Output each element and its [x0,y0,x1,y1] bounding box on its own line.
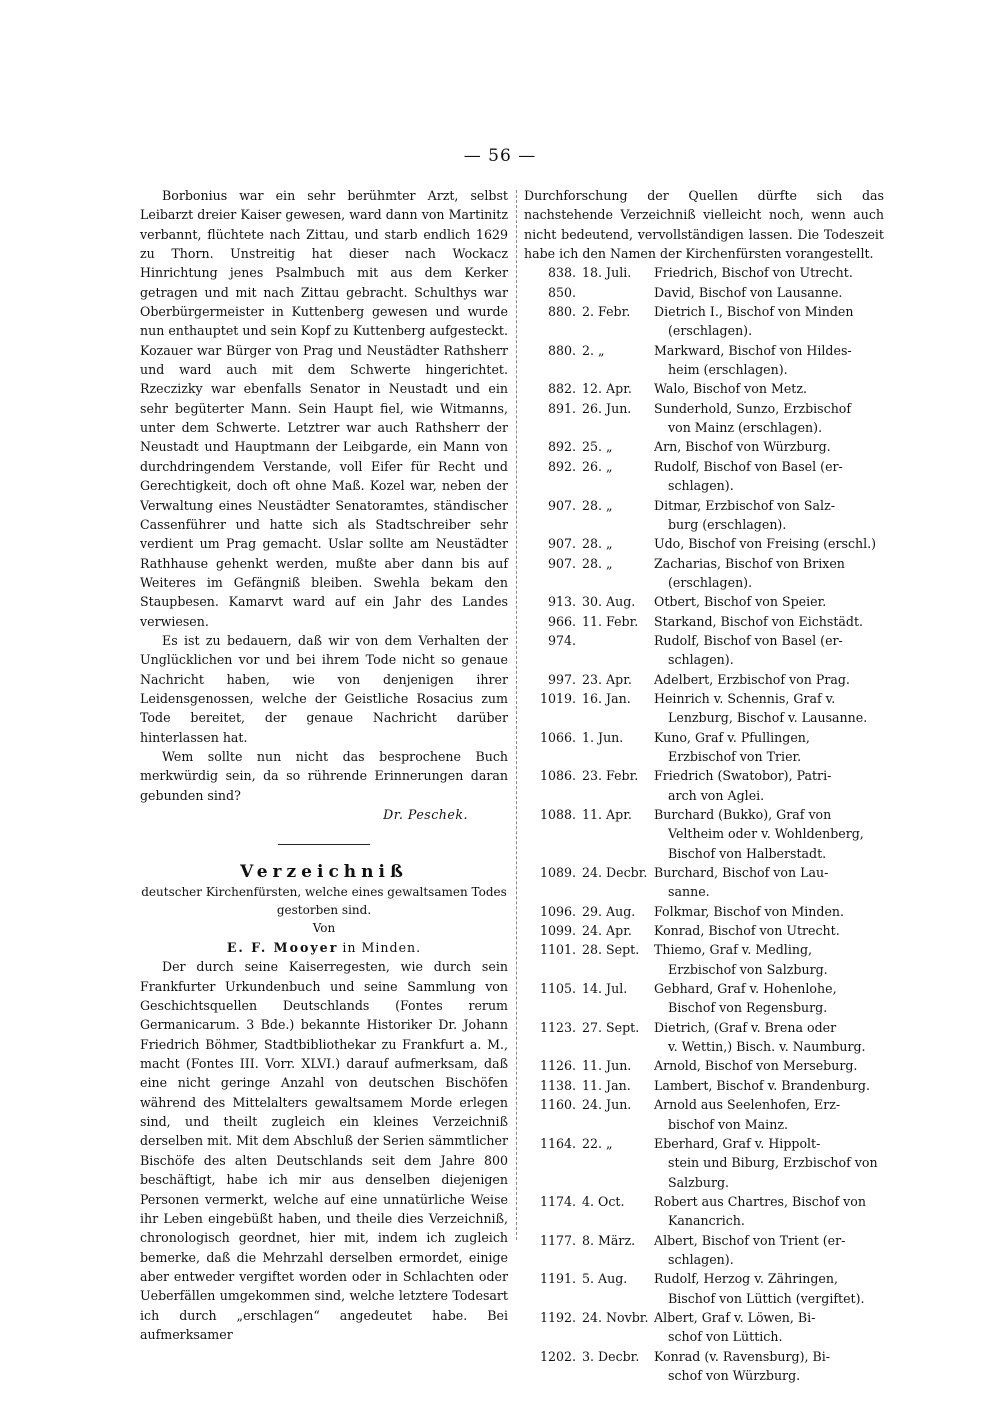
list-item [524,496,884,535]
entry-year: 1099. [539,923,576,939]
list-item [524,1231,884,1270]
entry-line: Albert, Graf v. Löwen, Bi- [654,1309,816,1325]
entry-year: 1088. [539,807,576,822]
entry-date: 11. Jan. [582,1077,631,1093]
entry-year: 974. [547,632,576,648]
entry-text [652,940,884,979]
entry-year: 1192. [539,1309,576,1325]
list-item [524,341,884,380]
entry-date: 26. „ [582,458,613,474]
entry-continuation: sanne. [668,884,710,900]
entry-line: Lambert, Bischof v. Brandenburg. [654,1077,870,1093]
entry-line: Sunderhold, Sunzo, Erzbischof [654,400,852,416]
entry-text [652,437,884,456]
entry-text [652,766,884,805]
entry-line: Friedrich (Swatobor), Patri- [654,768,832,784]
entry-date: 24. Apr. [582,923,632,939]
entry-line: Kuno, Graf v. Pfullingen, [654,729,810,745]
entry-line: Folkmar, Bischof von Minden. [654,903,845,919]
entry-date: 8. März. [582,1232,636,1248]
list-item [524,1192,884,1231]
entry-line: Friedrich, Bischof von Utrecht. [654,265,853,281]
entry-year: 1164. [539,1135,576,1151]
entry-date: 14. Jul. [582,981,628,997]
right-column [524,186,884,1385]
entry-year: 1126. [539,1058,576,1074]
entry-text [652,554,884,593]
entry-text [652,689,884,728]
left-column [140,186,508,1344]
entry-date: 11. Jun. [582,1058,632,1074]
entry-line: Walo, Bischof von Metz. [654,381,807,397]
entry-continuation: Erzbischof von Trier. [668,748,802,764]
entry-date: 28. „ [582,536,613,552]
entry-continuation: schlagen). [668,478,734,494]
list-item [524,592,884,611]
entry-date: 2. „ [582,342,605,358]
entry-continuation: Lenzburg, Bischof v. Lausanne. [668,710,868,726]
entry-text [652,979,884,1018]
section-title: Verzeichniß [240,862,408,883]
entry-year: 882. [547,381,576,397]
entry-text [652,805,884,863]
entry-date: 28. „ [582,555,613,571]
entry-year: 1089. [539,865,576,881]
entry-year: 1105. [539,981,576,997]
entry-continuation: Bischof von Regensburg. [668,1000,828,1016]
entry-continuation: stein und Biburg, Erzbischof von Salzburg. [668,1155,878,1190]
entry-year: 1177. [539,1232,576,1248]
entry-date: 29. Aug. [582,903,636,919]
entry-continuation: Kanancrich. [668,1213,745,1229]
list-item [524,979,884,1018]
list-item [524,1347,884,1386]
entry-text [652,1018,884,1057]
entry-text [652,1231,884,1270]
entry-continuation: Erzbischof von Salzburg. [668,961,828,977]
list-item [524,631,884,670]
entry-line: Adelbert, Erzbischof von Prag. [654,671,850,687]
list-item [524,863,884,902]
entry-year: 1174. [539,1193,576,1209]
entry-date: 24. Jun. [582,1097,632,1113]
entry-date: 22. „ [582,1135,613,1151]
entry-date: 24. Novbr. [582,1309,649,1325]
entry-line: Ditmar, Erzbischof von Salz- [654,497,835,513]
entry-date: 12. Apr. [582,381,632,397]
entry-line: Eberhard, Graf v. Hippolt- [654,1135,821,1151]
entry-date: 5. Aug. [582,1271,628,1287]
entry-date: 27. Sept. [582,1019,640,1035]
entry-line: Arn, Bischof von Würzburg. [654,439,831,455]
list-item [524,399,884,438]
entry-year: 850. [547,284,576,300]
signature: Dr. Peschek. [383,807,468,822]
entry-date: 28. „ [582,497,613,513]
list-item [524,554,884,593]
entry-line: Markward, Bischof von Hildes- [654,342,852,358]
entry-continuation: v. Wettin,) Bisch. v. Naumburg. [668,1039,866,1055]
entry-text [652,399,884,438]
entry-text [652,302,884,341]
entry-text [652,263,884,282]
entry-text [652,631,884,670]
entry-line: Otbert, Bischof von Speier. [654,594,827,610]
list-item [524,670,884,689]
list-item [524,766,884,805]
entry-year: 880. [547,304,576,320]
entry-date: 4. Oct. [582,1193,625,1209]
entry-date: 18. Juli. [582,265,632,281]
entry-text [652,379,884,398]
entry-line: Udo, Bischof von Freising (erschl.) [654,536,877,552]
entry-text [652,496,884,535]
section-divider [278,844,370,845]
entry-date: 1. Jun. [582,729,624,745]
author-name: E. F. Mooyer [226,940,339,956]
entry-line: Robert aus Chartres, Bischof von [654,1193,866,1209]
entry-year: 1160. [539,1097,576,1113]
entry-date: 23. Febr. [582,768,639,784]
list-item [524,379,884,398]
entry-continuation: burg (erschlagen). [668,516,787,532]
entry-continuation: bischof von Mainz. [668,1116,788,1132]
list-item [524,612,884,631]
entry-line: Konrad (v. Ravensburg), Bi- [654,1348,831,1364]
entry-date: 24. Decbr. [582,865,648,881]
entry-text [652,728,884,767]
paragraph-borbonius: Borbonius war ein sehr berühmter Arzt, selbst Leibarzt dreier Kaiser gewesen, ward dann von Martinitz verbannt, flüchtete nach Zittau, und starb endlich 1629 zu Thorn. Unstreitig hat dieser nach Wockacz Hinrichtung jenes Psalmbuch mit aus dem Kerker getragen und mit nach Zittau gebracht. Schulthys war Oberbürgermeister in Kuttenberg gewesen und wurde nun enthauptet und sein Kopf zu Kuttenberg aufgesteckt. Kozauer war Bürger von Prag und Neustädter Rathsherr und ward auch mit dem Schwerte hingerichtet. Rzeczizky war ebenfalls Senator in Neustadt und ein sehr begüterter Mann. Sein Haupt fiel, wie Witmanns, unter dem Schwerte. Letztrer war auch Rathsherr der Neustadt und Hauptmann der Leibgarde, ein Mann von durchdringendem Verstande, voll Eifer für Recht und Gerechtigkeit, doch oft ohne Maß. Kozel war, neben der Verwaltung eines Neustädter Senatoramtes, ständischer Cassenführer und hatte sich als Stadtschreiber sehr verdient um Prag gemacht. Uslar sollte am Neustädter Rathhause gehenkt werden, mußte aber dann bis auf Weiteres im Gefängniß bleiben. Swehla bekam den Staupbesen. Kamarvt ward auf ein Jahr des Landes verwiesen. [140,188,508,629]
entry-continuation: Bischof von Lüttich (vergiftet). [668,1290,865,1306]
entry-continuation: heim (erschlagen). [668,362,788,378]
entry-text [652,1308,884,1347]
entry-text [652,1347,884,1386]
list-item [524,302,884,341]
entry-year: 838. [547,265,576,281]
list-item [524,940,884,979]
entry-line: Rudolf, Herzog v. Zähringen, [654,1271,839,1287]
list-item [524,457,884,496]
entry-year: 907. [547,497,576,513]
entry-year: 913. [547,594,576,610]
list-item [524,263,884,282]
entry-year: 892. [547,458,576,474]
entry-line: Dietrich I., Bischof von Minden [654,304,854,320]
entry-line: Rudolf, Bischof von Basel (er- [654,458,843,474]
byline-von: Von [312,920,336,935]
entry-year: 907. [547,555,576,571]
entry-year: 892. [547,439,576,455]
entry-date: 26. Jun. [582,400,632,416]
entry-date: 30. Aug. [582,594,636,610]
entry-text [652,863,884,902]
list-item [524,805,884,863]
list-item [524,902,884,921]
entry-line: Thiemo, Graf v. Medling, [654,942,813,958]
entry-text [652,1269,884,1308]
entry-continuation: arch von Aglei. [668,787,765,803]
entry-line: David, Bischof von Lausanne. [654,284,843,300]
paragraph-continuation: Durchforschung der Quellen dürfte sich das nachstehende Verzeichniß vielleicht noch, wenn auch nicht bedeutend, vervollständigen lassen. Die Todeszeit habe ich den Namen der Kirchenfürsten vorangestellt. [524,188,884,262]
entry-text [652,1095,884,1134]
list-item [524,1056,884,1075]
entry-year: 1191. [539,1271,576,1287]
entry-text [652,921,884,940]
list-item [524,1308,884,1347]
entry-line: Burchard (Bukko), Graf von [654,807,832,822]
list-item [524,1269,884,1308]
list-item [524,437,884,456]
entry-year: 880. [547,342,576,358]
entry-continuation: von Mainz (erschlagen). [668,420,823,436]
entry-text [652,457,884,496]
entry-text [652,1056,884,1075]
entry-line: Albert, Bischof von Trient (er- [654,1232,846,1248]
list-item [524,1018,884,1057]
list-item [524,728,884,767]
entry-date: 2. Febr. [582,304,631,320]
entry-year: 1101. [539,942,576,958]
entry-line: Arnold, Bischof von Merseburg. [654,1058,858,1074]
list-item [524,1095,884,1134]
list-item [524,534,884,553]
entry-text [652,1192,884,1231]
entry-text [652,341,884,380]
entry-text [652,534,884,553]
entry-year: 997. [547,671,576,687]
entry-continuation: Veltheim oder v. Wohldenberg, Bischof von Halberstadt. [668,826,864,861]
byline [140,938,508,957]
entry-line: Dietrich, (Graf v. Brena oder [654,1019,837,1035]
entry-text [652,1076,884,1095]
entry-text [652,1134,884,1192]
entry-line: Starkand, Bischof von Eichstädt. [654,613,864,629]
entry-line: Arnold aus Seelenhofen, Erz- [654,1097,841,1113]
entry-date: 25. „ [582,439,613,455]
entry-continuation: (erschlagen). [668,323,753,339]
entry-year: 1123. [539,1019,576,1035]
entry-continuation: schlagen). [668,1251,734,1267]
entry-year: 1138. [539,1077,576,1093]
entry-year: 1066. [539,729,576,745]
section-subtitle: deutscher Kirchenfürsten, welche eines gewaltsamen Todes gestorben sind. [141,884,507,917]
entry-text [652,283,884,302]
list-item [524,921,884,940]
entry-line: Burchard, Bischof von Lau- [654,865,829,881]
paragraph-buch: Wem sollte nun nicht das besprochene Buch merkwürdig sein, da so rührende Erinnerungen daran gebunden sind? [140,748,508,803]
entry-line: Rudolf, Bischof von Basel (er- [654,632,843,648]
entry-text [652,902,884,921]
entry-continuation: schof von Würzburg. [668,1367,801,1383]
author-place: in Minden. [342,940,422,956]
bishop-list [524,263,884,1385]
entry-year: 1202. [539,1348,576,1364]
page-number: — 56 — [463,146,537,166]
entry-date: 23. Apr. [582,671,632,687]
list-item [524,283,884,302]
list-item [524,1076,884,1095]
entry-line: Heinrich v. Schennis, Graf v. [654,690,836,706]
entry-continuation: schof von Lüttich. [668,1329,783,1345]
entry-date: 11. Febr. [582,613,639,629]
entry-year: 1096. [539,903,576,919]
entry-line: Konrad, Bischof von Utrecht. [654,923,840,939]
entry-year: 891. [547,400,576,416]
paragraph-intro: Der durch seine Kaiserregesten, wie durch sein Frankfurter Urkundenbuch und seine Sammlung von Geschichtsquellen Deutschlands (Fontes rerum Germanicarum. 3 Bde.) bekannte Historiker Dr. Johann Friedrich Böhmer, Stadtbibliothekar zu Frankfurt a. M., macht (Fontes III. Vorr. XLVI.) darauf aufmerksam, daß eine nicht geringe Anzahl von deutschen Bischöfen während des Mittelalters gewaltsamem Morde erlegen sind, und theilt zugleich ein kleines Verzeichniß derselben mit. Mit dem Abschluß der Serien sämmtlicher Bischöfe des alten Deutschlands seit dem Jahre 800 beschäftigt, habe ich mir aus denselben diejenigen Personen vermerkt, welche auf eine unnatürliche Weise ihr Leben eingebüßt haben, und theile dies Verzeichniß, chronologisch geordnet, hier mit, indem ich zugleich bemerke, daß die Mehrzahl derselben ermordet, einige aber entweder vergiftet worden oder in Schlachten oder Ueberfällen umgekommen sind, welche letztere Todesart ich durch „erschlagen“ angedeutet habe. Bei aufmerksamer [140,959,508,1342]
entry-year: 1019. [539,690,576,706]
entry-year: 1086. [539,768,576,784]
entry-date: 28. Sept. [582,942,640,958]
entry-line: Gebhard, Graf v. Hohenlohe, [654,981,837,997]
entry-continuation: schlagen). [668,652,734,668]
entry-text [652,612,884,631]
entry-date: 16. Jan. [582,690,631,706]
entry-text [652,592,884,611]
entry-continuation: (erschlagen). [668,574,753,590]
paragraph-bedauern: Es ist zu bedauern, daß wir von dem Verhalten der Unglücklichen vor und bei ihrem Tode nicht so genaue Nachricht haben, wie von denjenigen ihrer Leidensgenossen, welche der Geistliche Rosacius zum Tode bereitet, der genaue Nachricht darüber hinterlassen hat. [140,632,508,745]
entry-line: Zacharias, Bischof von Brixen [654,555,845,571]
column-divider [516,190,517,1240]
list-item [524,1134,884,1192]
entry-text [652,670,884,689]
entry-date: 3. Decbr. [582,1348,640,1364]
entry-date: 11. Apr. [582,807,632,822]
entry-year: 966. [547,613,576,629]
entry-year: 907. [547,536,576,552]
list-item [524,689,884,728]
